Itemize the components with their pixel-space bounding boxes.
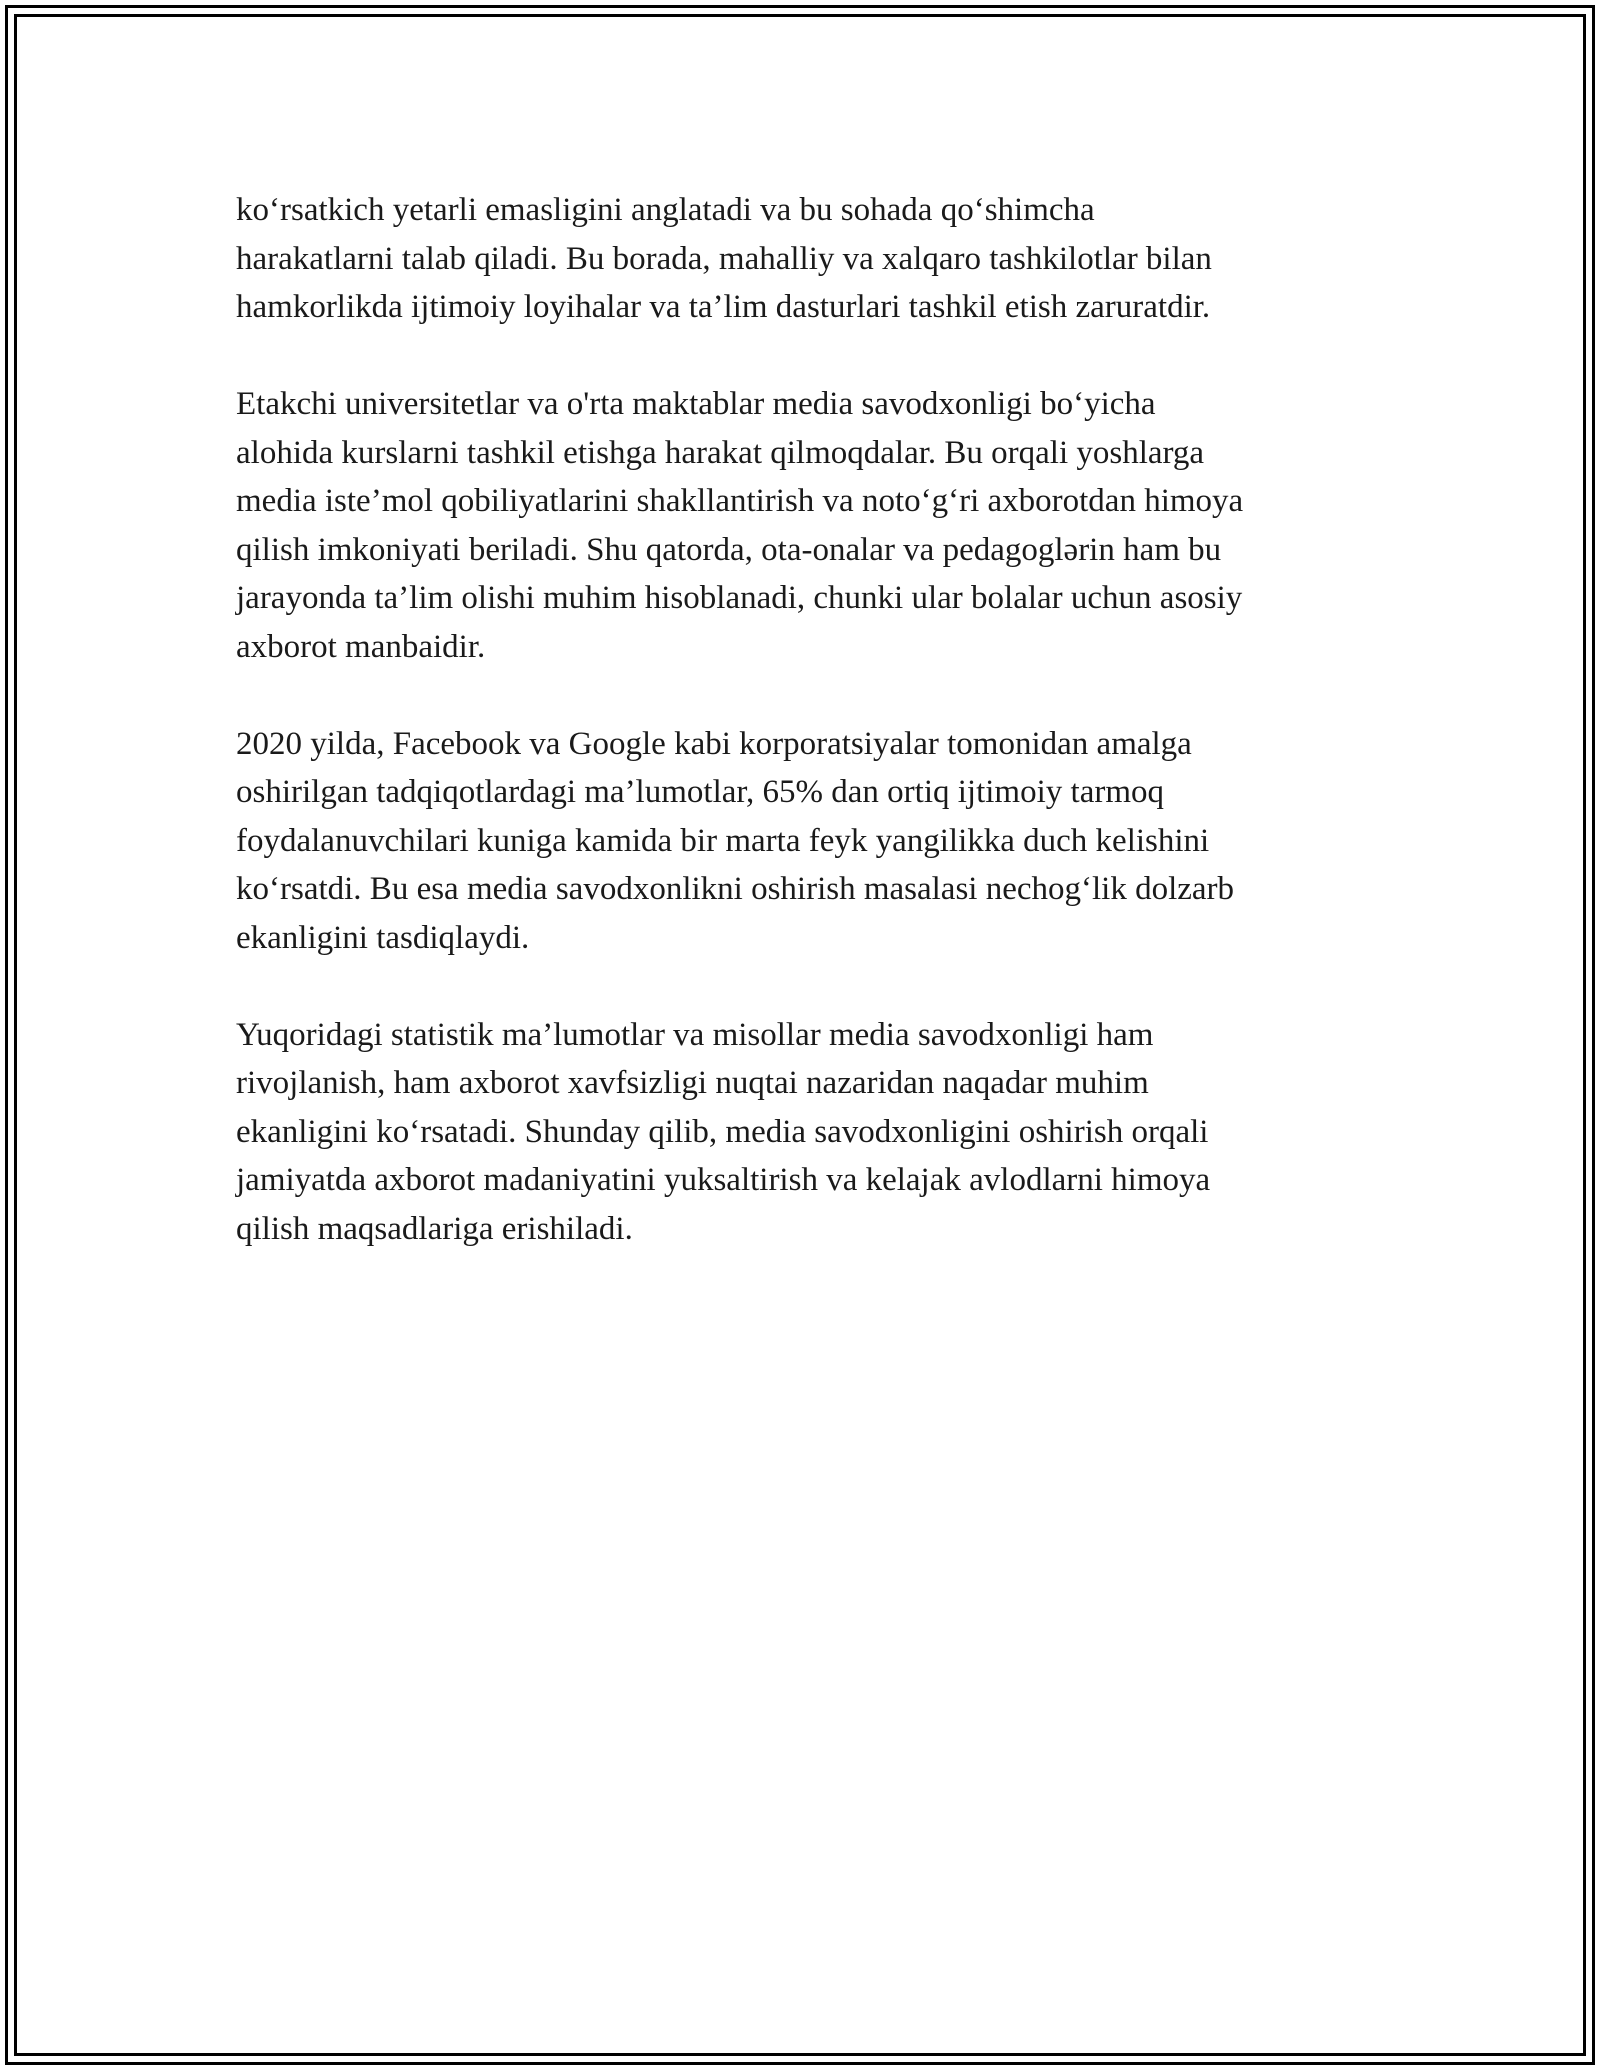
text-line: jamiyatda axborot madaniyatini yuksaltirish va kelajak avlodlarni himoya: [236, 1162, 1211, 1198]
text-line: 2020 yilda, Facebook va Google kabi korporatsiyalar tomonidan amalga: [236, 725, 1192, 762]
text-line: axborot manbaidir.: [236, 628, 486, 665]
text-line: ekanligini tasdiqlaydi.: [236, 919, 530, 956]
paragraph-2: [236, 380, 1386, 671]
text-line: ko‘rsatdi. Bu esa media savodxonlikni oshirish masalasi nechog‘lik dolzarb: [236, 871, 1235, 907]
paragraph-4: [236, 1011, 1386, 1254]
text-line: qilish imkoniyati beriladi. Shu qatorda, ota-onalar va pedagoglərin ham bu: [236, 531, 1222, 568]
text-line: media iste’mol qobiliyatlarini shakllantirish va noto‘g‘ri axborotdan himoya: [236, 483, 1244, 519]
text-line: oshirilgan tadqiqotlardagi ma’lumotlar, 65% dan ortiq ijtimoiy tarmoq: [236, 774, 1164, 810]
paragraph-3: [236, 720, 1386, 963]
text-line: rivojlanish, ham axborot xavfsizligi nuqtai nazaridan naqadar muhim: [236, 1065, 1149, 1101]
text-line: jarayonda ta’lim olishi muhim hisoblanadi, chunki ular bolalar uchun asosiy: [236, 580, 1243, 616]
text-line: Yuqoridagi statistik ma’lumotlar va misollar media savodxonligi ham: [236, 1016, 1154, 1053]
text-line: foydalanuvchilari kuniga kamida bir marta feyk yangilikka duch kelishini: [236, 822, 1210, 859]
text-line: harakatlarni talab qiladi. Bu borada, mahalliy va xalqaro tashkilotlar bilan: [236, 240, 1212, 277]
text-line: alohida kurslarni tashkil etishga harakat qilmoqdalar. Bu orqali yoshlarga: [236, 434, 1205, 471]
text-line: ekanligini ko‘rsatadi. Shunday qilib, media savodxonligini oshirish orqali: [236, 1113, 1209, 1150]
text-line: qilish maqsadlariga erishiladi.: [236, 1210, 633, 1247]
text-line: ko‘rsatkich yetarli emasligini anglatadi va bu sohada qo‘shimcha: [236, 192, 1095, 228]
text-line: hamkorlikda ijtimoiy loyihalar va ta’lim dasturlari tashkil etish zaruratdir.: [236, 289, 1211, 325]
document-body: [236, 186, 1386, 1302]
text-line: Etakchi universitetlar va o'rta maktablar media savodxonligi bo‘yicha: [236, 386, 1156, 422]
paragraph-1: [236, 186, 1386, 332]
